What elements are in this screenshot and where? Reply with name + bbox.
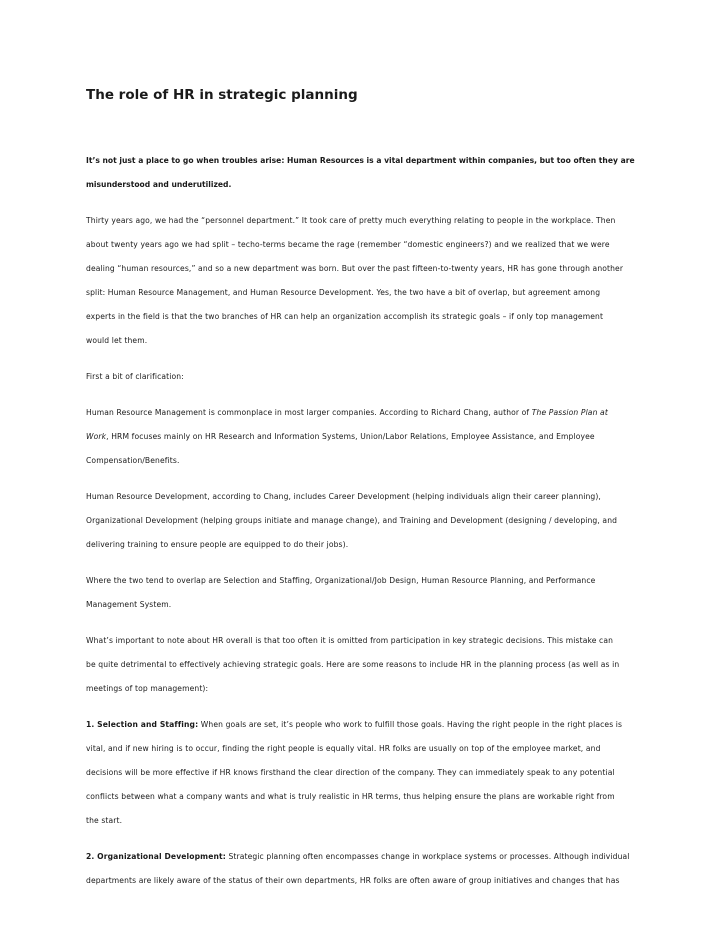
text-line bbox=[86, 713, 646, 737]
paragraph-history bbox=[86, 209, 646, 353]
text-line: about twenty years ago we had split – techo-terms became the rage (remember “domestic engineers?) and we realized that we were bbox=[86, 240, 610, 249]
text-line: experts in the field is that the two branches of HR can help an organization accomplish its strategic goals – if only top management bbox=[86, 312, 604, 321]
text-line: would let them. bbox=[86, 336, 148, 345]
section-lead: 1. Selection and Staffing: bbox=[86, 720, 199, 729]
paragraph-selection-staffing bbox=[86, 713, 646, 833]
text-run: , HRM focuses mainly on HR Research and Information Systems, Union/Labor Relations, Employee Assistance, and Employee bbox=[106, 432, 595, 441]
document-title: The role of HR in strategic planning bbox=[86, 87, 358, 103]
text-line: delivering training to ensure people are equipped to do their jobs). bbox=[86, 540, 349, 549]
text-run: Strategic planning often encompasses change in workplace systems or processes. Although individual bbox=[225, 852, 630, 861]
book-title: The Passion Plan at bbox=[531, 408, 608, 417]
text-line bbox=[86, 425, 646, 449]
text-line: Human Resource Development, according to Chang, includes Career Development (helping individuals align their career planning), bbox=[86, 492, 601, 501]
text-run: When goals are set, it’s people who work to fulfill those goals. Having the right people in the right places is bbox=[198, 720, 623, 729]
intro-paragraph bbox=[86, 149, 646, 197]
text-line: vital, and if new hiring is to occur, finding the right people is equally vital. HR folks are usually on top of the employee market, and bbox=[86, 744, 601, 753]
text-line: What’s important to note about HR overall is that too often it is omitted from participation in key strategic decisions. This mistake can bbox=[86, 636, 614, 645]
text-line: meetings of top management): bbox=[86, 684, 209, 693]
text-line: It’s not just a place to go when troubles arise: Human Resources is a vital department within companies, but too often they are bbox=[86, 156, 635, 165]
text-line: the start. bbox=[86, 816, 123, 825]
text-line: decisions will be more effective if HR knows firsthand the clear direction of the company. They can immediately speak to any potential bbox=[86, 768, 615, 777]
paragraph-clarification bbox=[86, 365, 646, 389]
text-line: dealing “human resources,” and so a new department was born. But over the past fifteen-to-twenty years, HR has gone through another bbox=[86, 264, 624, 273]
text-line: Where the two tend to overlap are Selection and Staffing, Organizational/Job Design, Human Resource Planning, and Performance bbox=[86, 576, 596, 585]
text-line: First a bit of clarification: bbox=[86, 372, 184, 381]
text-line: Compensation/Benefits. bbox=[86, 456, 180, 465]
book-title: Work bbox=[86, 432, 107, 441]
text-line: be quite detrimental to effectively achieving strategic goals. Here are some reasons to include HR in the planning process (as well as in bbox=[86, 660, 620, 669]
text-line: split: Human Resource Management, and Human Resource Development. Yes, the two have a bit of overlap, but agreement among bbox=[86, 288, 601, 297]
text-line: Management System. bbox=[86, 600, 172, 609]
text-line: conflicts between what a company wants and what is truly realistic in HR terms, thus helping ensure the plans are workable right from bbox=[86, 792, 615, 801]
paragraph-overlap bbox=[86, 569, 646, 617]
section-lead: 2. Organizational Development: bbox=[86, 852, 226, 861]
text-line bbox=[86, 845, 646, 869]
document-page bbox=[86, 86, 646, 893]
paragraph-hrd bbox=[86, 485, 646, 557]
paragraph-importance bbox=[86, 629, 646, 701]
text-run: Human Resource Management is commonplace in most larger companies. According to Richard Chang, author of bbox=[86, 408, 532, 417]
text-line: Organizational Development (helping groups initiate and manage change), and Training and Development (designing / developing, and bbox=[86, 516, 618, 525]
text-line: misunderstood and underutilized. bbox=[86, 180, 232, 189]
paragraph-organizational-development bbox=[86, 845, 646, 893]
text-line: departments are likely aware of the status of their own departments, HR folks are often aware of group initiatives and changes that has bbox=[86, 876, 620, 885]
text-line bbox=[86, 401, 646, 425]
paragraph-hrm bbox=[86, 401, 646, 473]
text-line: Thirty years ago, we had the “personnel department.” It took care of pretty much everything relating to people in the workplace. Then bbox=[86, 216, 616, 225]
